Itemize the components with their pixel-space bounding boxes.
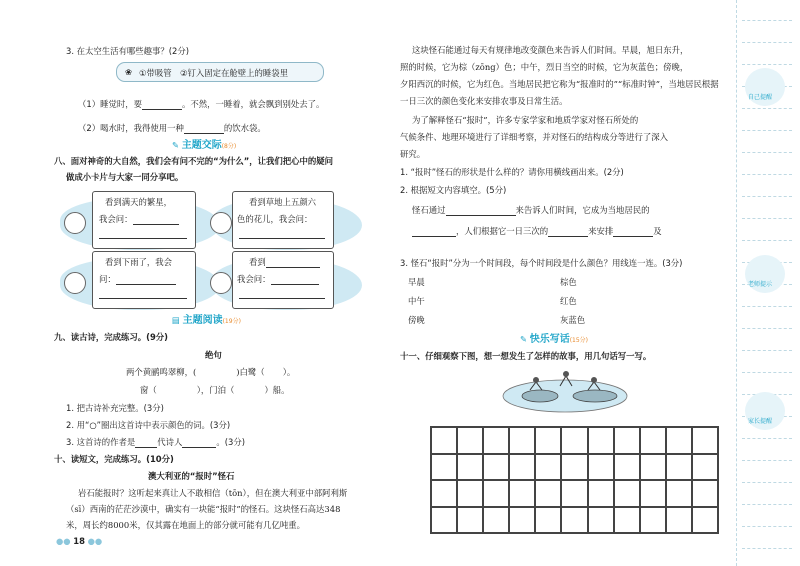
- grid-cell[interactable]: [588, 454, 614, 481]
- q10-title: 十、读短文，完成练习。(10分): [54, 454, 174, 464]
- strip-line: [742, 174, 792, 175]
- grid-cell[interactable]: [483, 480, 509, 507]
- q8-line2: 做成小卡片与大家一同分享吧。: [66, 172, 184, 182]
- grid-cell[interactable]: [588, 480, 614, 507]
- strip-line: [742, 42, 792, 43]
- strip-line: [742, 460, 792, 461]
- card-3-top: 看到下雨了，我会: [105, 257, 172, 267]
- grid-cell[interactable]: [561, 480, 587, 507]
- match-left-1[interactable]: 中午: [408, 296, 425, 306]
- grid-cell[interactable]: [483, 427, 509, 454]
- grid-cell[interactable]: [640, 427, 666, 454]
- sun-icon: [210, 212, 232, 234]
- grid-cell[interactable]: [431, 427, 457, 454]
- q9-s2: 2. 用“○”圈出这首诗中表示颜色的词。(3分): [66, 420, 231, 430]
- grid-cell[interactable]: [561, 507, 587, 534]
- q9-title: 九、读古诗，完成练习。(9分): [54, 332, 168, 342]
- grid-cell[interactable]: [509, 507, 535, 534]
- match-right-0[interactable]: 棕色: [560, 277, 577, 287]
- question-card-1[interactable]: [92, 191, 196, 249]
- question-card-4[interactable]: [232, 251, 334, 309]
- strip-line: [742, 306, 792, 307]
- grid-cell[interactable]: [692, 480, 718, 507]
- flower-icon: ❀: [125, 67, 133, 77]
- strip-line: [742, 108, 792, 109]
- grid-cell[interactable]: [692, 507, 718, 534]
- card-2-line: [239, 238, 325, 239]
- strip-line: [742, 240, 792, 241]
- article-p3: 米，周长约8000米，仅其露在地面上的部分就可能有几亿吨重。: [66, 520, 306, 530]
- question-card-3[interactable]: [92, 251, 196, 309]
- q3-title: 3. 在太空生活有哪些趣事？(2分): [66, 46, 190, 56]
- right-s3: 3. 怪石“报时”分为一个时间段，每个时间段是什么颜色？用线连一连。(3分): [400, 258, 683, 268]
- card-3-bottom: 问：: [99, 273, 176, 285]
- strip-line: [742, 504, 792, 505]
- section-reading: ▤ 主题阅读(19分): [172, 315, 241, 326]
- strip-line: [742, 438, 792, 439]
- grid-cell[interactable]: [457, 480, 483, 507]
- strip-line: [742, 218, 792, 219]
- right-para-1: 这块怪石能通过每天有规律地改变颜色来告诉人们时间。早晨，旭日东升， 照的时候，它为棕（zōng）色；中午，烈日当空的时候，它为灰蓝色；傍晚， 夕阳西沉的时候，它为红色。当地居民把它称为“报准时的”“标准时钟”，当地居民根据 一日三次的颜色变化来安排农事及日常生活。: [400, 45, 719, 106]
- book-icon: ▤: [172, 315, 180, 325]
- grid-cell[interactable]: [640, 454, 666, 481]
- pencil-icon: ✎: [520, 334, 528, 344]
- grid-cell[interactable]: [588, 507, 614, 534]
- grid-cell[interactable]: [431, 480, 457, 507]
- grid-cell[interactable]: [509, 454, 535, 481]
- grid-cell[interactable]: [614, 480, 640, 507]
- q3-options: ①带吸管 ②钉入固定在舱壁上的睡袋里: [139, 68, 289, 78]
- q8-line1: 八、面对神奇的大自然，我们会有问不完的“为什么”，让我们把心中的疑问: [54, 156, 334, 166]
- match-right-1[interactable]: 红色: [560, 296, 577, 306]
- q3-item1: （1）睡觉时，要 。不然，一睡着，就会飘到别处去了。: [78, 99, 325, 109]
- strip-line: [742, 130, 792, 131]
- grid-cell[interactable]: [431, 454, 457, 481]
- grid-cell[interactable]: [666, 427, 692, 454]
- grid-cell[interactable]: [509, 427, 535, 454]
- grid-cell[interactable]: [666, 454, 692, 481]
- fill-line-2: ，人们根据它一日三次的 来安排 及: [412, 225, 662, 237]
- grid-cell[interactable]: [535, 507, 561, 534]
- page-number: ●● 18 ●●: [56, 536, 103, 546]
- match-left-0[interactable]: 早晨: [408, 277, 425, 287]
- question-card-2[interactable]: [232, 191, 334, 249]
- strip-divider: [736, 0, 737, 566]
- card-2-top: 看到草地上五颜六: [249, 197, 316, 207]
- right-s1: 1. “报时”怪石的形状是什么样的？请你用横线画出来。(2分): [400, 167, 624, 177]
- sun-icon: [210, 272, 232, 294]
- strip-badge-3: 家长提醒: [745, 392, 785, 430]
- grid-cell[interactable]: [666, 507, 692, 534]
- card-1-bottom: 我会问：: [99, 213, 179, 225]
- strip-line: [742, 20, 792, 21]
- article-p1: 岩石能报时？这听起来真让人不敢相信（tōn），但在澳大利亚中部阿利斯: [78, 488, 348, 498]
- match-left-2[interactable]: 傍晚: [408, 315, 425, 325]
- grid-cell[interactable]: [614, 507, 640, 534]
- strip-line: [742, 196, 792, 197]
- strip-line: [742, 526, 792, 527]
- poem-line-2: 窗（ ），门泊（ ）船。: [140, 385, 290, 395]
- strip-line: [742, 482, 792, 483]
- right-para-2: 为了解释怪石“报时”，许多专家学家和地质学家对怪石所处的 气候条件、地理环境进行了详细考察，并对怪石的结构成分等进行了深入 研究。: [400, 115, 668, 159]
- strip-line: [742, 548, 792, 549]
- card-1-top: 看到满天的繁星，: [105, 197, 172, 207]
- card-3-line: [99, 298, 187, 299]
- grid-cell[interactable]: [588, 427, 614, 454]
- strip-badge-2: 老师提示: [745, 255, 785, 293]
- strip-line: [742, 372, 792, 373]
- grid-cell[interactable]: [614, 427, 640, 454]
- writing-grid[interactable]: [430, 426, 719, 534]
- grid-cell[interactable]: [483, 454, 509, 481]
- grid-cell[interactable]: [692, 454, 718, 481]
- grid-cell[interactable]: [457, 454, 483, 481]
- article-title: 澳大利亚的“报时”怪石: [148, 471, 235, 481]
- grid-cell[interactable]: [561, 454, 587, 481]
- grid-cell[interactable]: [640, 480, 666, 507]
- fill-line-1: 怪石通过 来告诉人们时间，它成为当地居民的: [412, 205, 650, 215]
- strip-line: [742, 152, 792, 153]
- grid-cell[interactable]: [483, 507, 509, 534]
- sun-icon: [64, 272, 86, 294]
- sun-icon: [64, 212, 86, 234]
- section-writing: ✎ 快乐写话(15分): [520, 334, 589, 345]
- speech-icon: ✎: [172, 140, 180, 150]
- grid-cell[interactable]: [561, 427, 587, 454]
- card-4-bottom: 我会问：: [237, 273, 319, 285]
- q3-item2: （2）喝水时，我得使用一种 的饮水袋。: [78, 123, 266, 133]
- section-exchange: ✎ 主题交际(8分): [172, 140, 237, 151]
- strip-line: [742, 328, 792, 329]
- poem-line-1: 两个黄鹂鸣翠柳，( )白鹭（ ）。: [126, 367, 296, 377]
- q9-s3: 3. 这首诗的作者是 代诗人 。(3分): [66, 437, 246, 447]
- strip-line: [742, 350, 792, 351]
- article-p2: （sī）西南的茫茫沙漠中，确实有一块能“报时”的怪石。这块怪石高达348: [66, 504, 341, 514]
- grid-cell[interactable]: [666, 480, 692, 507]
- match-right-2[interactable]: 灰蓝色: [560, 315, 586, 325]
- story-illustration: [500, 364, 630, 414]
- q11-title: 十一、仔细观察下图，想一想发生了怎样的故事，用几句话写一写。: [400, 351, 652, 361]
- grid-cell[interactable]: [614, 454, 640, 481]
- strip-badge-1: 自己提醒: [745, 68, 785, 106]
- grid-cell[interactable]: [640, 507, 666, 534]
- grid-cell[interactable]: [431, 507, 457, 534]
- grid-cell[interactable]: [457, 427, 483, 454]
- card-2-bottom: 色的花儿，我会问：: [237, 214, 313, 224]
- right-s2: 2. 根据短文内容填空。(5分): [400, 185, 507, 195]
- q3-options-box: [116, 62, 324, 82]
- card-4-top: 看到: [249, 256, 320, 268]
- poem-title: 绝句: [205, 350, 222, 360]
- grid-cell[interactable]: [535, 427, 561, 454]
- strip-line: [742, 64, 792, 65]
- grid-cell[interactable]: [535, 480, 561, 507]
- card-1-line: [99, 238, 187, 239]
- grid-cell[interactable]: [535, 454, 561, 481]
- grid-cell[interactable]: [692, 427, 718, 454]
- grid-cell[interactable]: [509, 480, 535, 507]
- card-4-line: [239, 298, 325, 299]
- grid-cell[interactable]: [457, 507, 483, 534]
- q9-s1: 1. 把古诗补充完整。(3分): [66, 403, 164, 413]
